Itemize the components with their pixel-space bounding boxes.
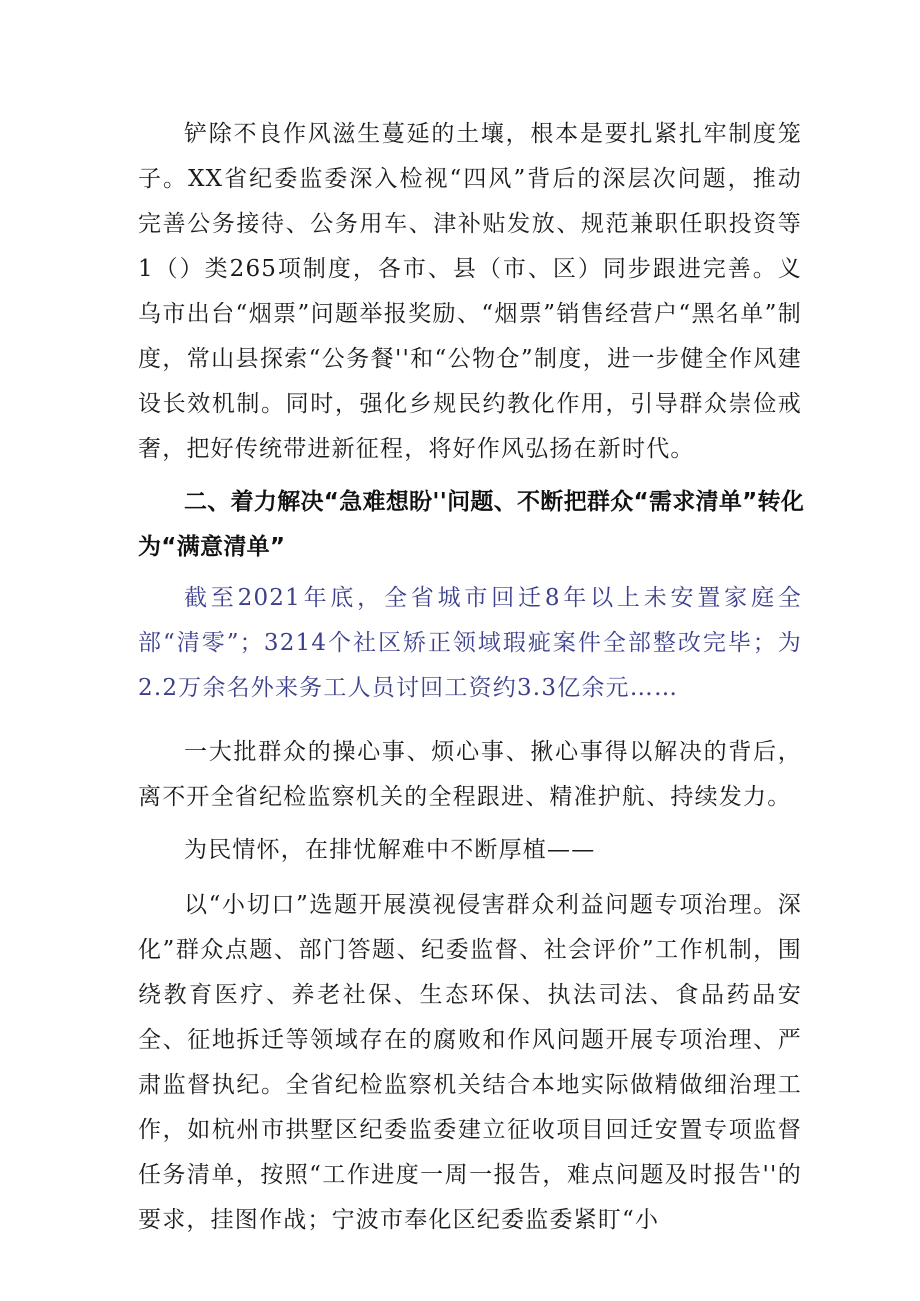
- paragraph-special-governance: 以“小切口”选题开展漠视侵害群众利益问题专项治理。深化”群众点题、部门答题、纪委监督、社会评价”工作机制，围绕教育医疗、养老社保、生态环保、执法司法、食品药品安全、征地拆迁等领域存在的腐败和作风问题开展专项治理、严肃监督执纪。全省纪检监察机关结合本地实际做精做细治理工作，如杭州市拱墅区纪委监委建立征收项目回迁安置专项监督任务清单，按照“工作进度一周一报告，难点问题及时报告''的要求，挂图作战；宁波市奉化区纪委监委紧盯“小: [138, 892, 802, 1233]
- section-heading-2: 二、着力解决“急难想盼''问题、不断把群众“需求清单”转化为“满意清单”: [138, 489, 805, 560]
- paragraph-people-sentiment: 为民情怀，在排忧解难中不断厚植——: [184, 837, 596, 863]
- paragraph-behind-results: 一大批群众的操心事、烦心事、揪心事得以解决的背后，离不开全省纪检监察机关的全程跟进、精准护航、持续发力。: [138, 739, 802, 810]
- paragraph-results-highlight: 截至2021年底，全省城市回迁8年以上未安置家庭全部“清零”；3214个社区矫正领域瑕疵案件全部整改完毕；为2.2万余名外来务工人员讨回工资约3.3亿余元……: [138, 585, 802, 701]
- paragraph-institutional-reform: 铲除不良作风滋生蔓延的土壤，根本是要扎紧扎牢制度笼子。XX省纪委监委深入检视“四风”背后的深层次问题，推动完善公务接待、公务用车、津补贴发放、规范兼职任职投资等1（）类265项制度，各市、县（市、区）同步跟进完善。义乌市出台“烟票”问题举报奖励、“烟票”销售经营户“黑名单”制度，常山县探索“公务餐''和“公物仓”制度，进一步健全作风建设长效机制。同时，强化乡规民约教化作用，引导群众崇俭戒奢，把好传统带进新征程，将好作风弘扬在新时代。: [138, 121, 802, 462]
